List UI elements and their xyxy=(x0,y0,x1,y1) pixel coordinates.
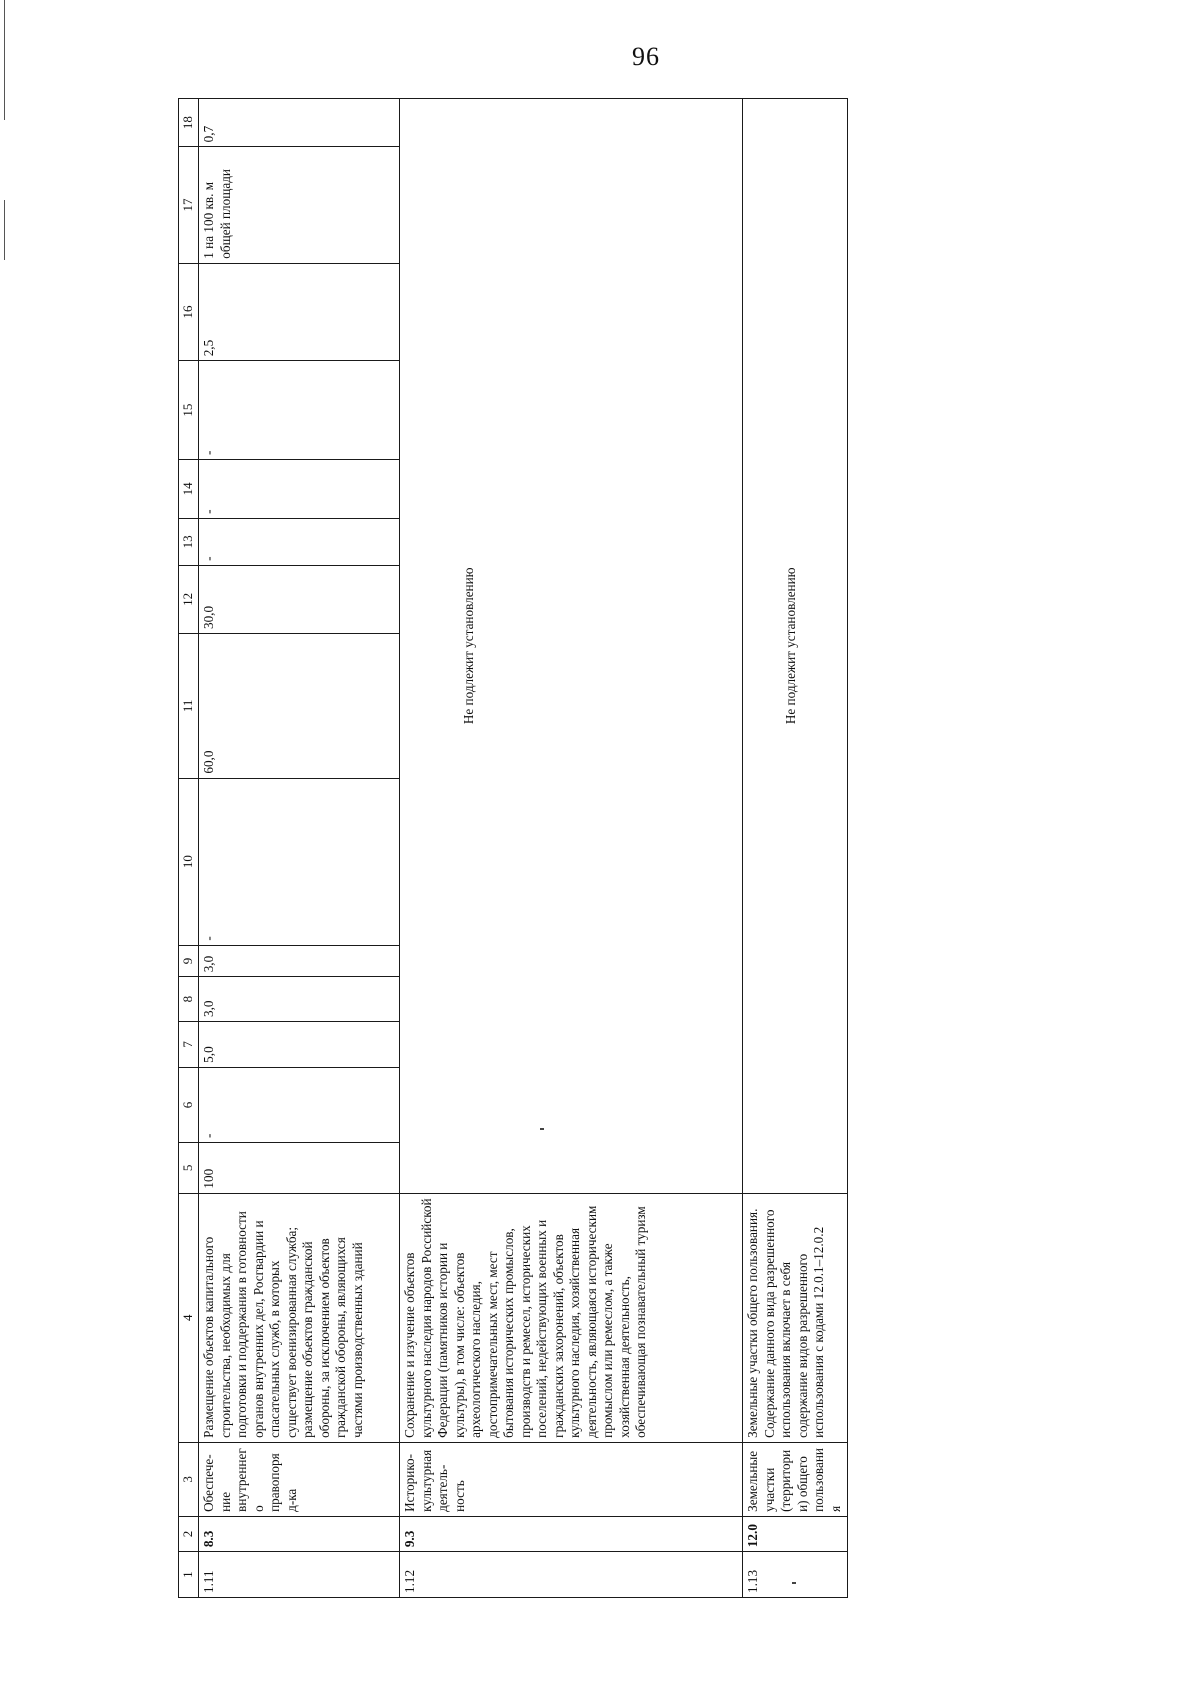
land-use-name: Историко-культурная деятель-ность xyxy=(400,1442,743,1516)
table-row xyxy=(199,99,400,1598)
param-cell-10: - xyxy=(199,778,400,945)
not-applicable-cell xyxy=(743,99,848,1194)
param-cell-7: 5,0 xyxy=(199,1021,400,1067)
scan-margin-mark xyxy=(4,200,5,260)
row-number: 1.13 xyxy=(743,1552,848,1598)
param-cell-15: - xyxy=(199,361,400,460)
land-use-description: Земельные участки общего пользования. Содержание данного вида разрешенного использования включает в себя содержание видов разрешенного использования с кодами 12.0.1–12.0.2 xyxy=(743,1193,848,1442)
land-use-description: Размещение объектов капитального строительства, необходимых для подготовки и поддержания в готовности органов внутренних дел, Росгвардии и спасательных служб, в которых существует военизированная служба; размещение объектов гражданской обороны, за исключением объектов гражданской обороны, являющихся частями производственных зданий xyxy=(199,1193,400,1442)
header-cell: 1 xyxy=(179,1552,199,1598)
param-cell-17: 1 на 100 кв. м общей площади xyxy=(199,147,400,263)
table-row xyxy=(400,99,743,1598)
scan-margin-mark xyxy=(4,0,5,120)
land-use-name: Обеспече-ние внутреннего правопоряд-ка xyxy=(199,1442,400,1516)
header-cell: 12 xyxy=(179,565,199,633)
not-applicable-note: Не подлежит установлению xyxy=(782,567,798,725)
header-cell: 11 xyxy=(179,634,199,779)
header-cell: 8 xyxy=(179,977,199,1022)
param-cell-5: 100 xyxy=(199,1143,400,1194)
land-use-code: 9.3 xyxy=(400,1516,743,1551)
param-cell-16: 2,5 xyxy=(199,263,400,361)
param-cell-13: - xyxy=(199,518,400,565)
header-cell: 4 xyxy=(179,1193,199,1442)
header-cell: 16 xyxy=(179,263,199,361)
header-cell: 13 xyxy=(179,518,199,565)
param-cell-6: - xyxy=(199,1067,400,1142)
header-cell: 7 xyxy=(179,1021,199,1067)
row-number: 1.11 xyxy=(199,1552,400,1598)
param-cell-8: 3,0 xyxy=(199,977,400,1022)
land-use-name: Земельные участки (территории) общего пользования xyxy=(743,1442,848,1516)
row-number: 1.12 xyxy=(400,1552,743,1598)
land-use-description: Сохранение и изучение объектов культурного наследия народов Российской Федерации (памятников истории и культуры), в том числе: объектов археологического наследия, достопримечательных мест, мест бытования исторических промыслов, производств и ремесел, исторических поселений, недействующих военных и гражданских захоронений, объектов культурного наследия, хозяйственная деятельность, являющаяся историческим промыслом или ремеслом, а также хозяйственная деятельность, обеспечивающая познавательный туризм xyxy=(400,1193,743,1442)
param-cell-12: 30,0 xyxy=(199,565,400,633)
zoning-parameters-table xyxy=(178,98,848,1598)
table-row xyxy=(743,99,848,1598)
header-cell: 18 xyxy=(179,99,199,147)
page-number: 96 xyxy=(632,42,660,71)
not-applicable-cell xyxy=(400,99,743,1194)
header-cell: 15 xyxy=(179,361,199,460)
header-cell: 6 xyxy=(179,1067,199,1142)
header-cell: 10 xyxy=(179,778,199,945)
not-applicable-note: Не подлежит установлению xyxy=(461,567,476,725)
header-cell: 9 xyxy=(179,945,199,977)
header-cell: 5 xyxy=(179,1143,199,1194)
param-cell-18: 0,7 xyxy=(199,99,400,147)
param-cell-11: 60,0 xyxy=(199,634,400,779)
land-use-code: 8.3 xyxy=(199,1516,400,1551)
header-cell: 17 xyxy=(179,147,199,263)
header-cell: 3 xyxy=(179,1442,199,1516)
rotated-table-container xyxy=(178,98,858,1598)
land-use-code: 12.0 xyxy=(743,1516,848,1551)
header-cell: 14 xyxy=(179,460,199,519)
header-cell: 2 xyxy=(179,1516,199,1551)
param-cell-9: 3,0 xyxy=(199,945,400,977)
table-header-row xyxy=(179,99,199,1598)
param-cell-14: - xyxy=(199,460,400,519)
